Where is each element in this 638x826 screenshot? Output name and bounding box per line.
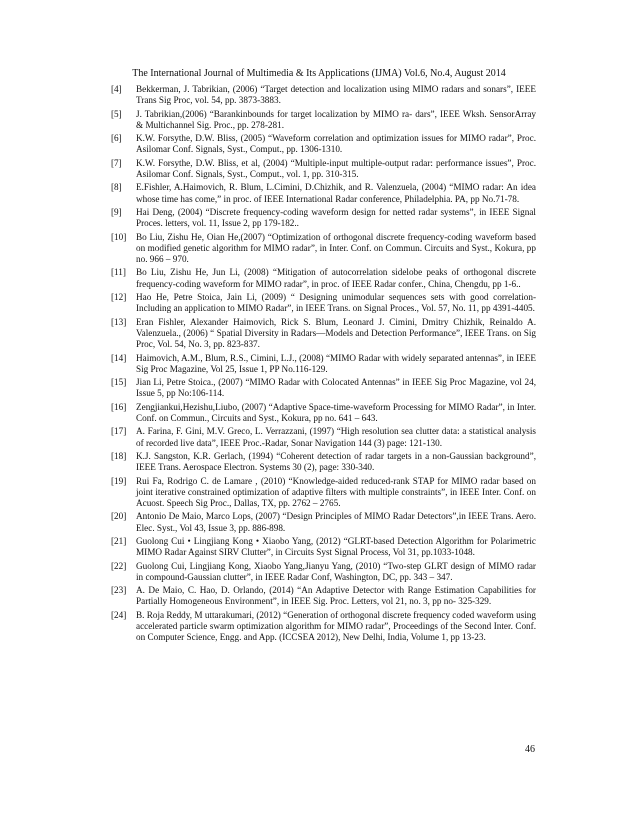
reference-item xyxy=(111,353,536,376)
reference-item xyxy=(111,426,536,449)
reference-number: [6] xyxy=(111,133,122,144)
reference-item xyxy=(111,292,536,315)
reference-item xyxy=(111,158,536,181)
reference-number: [22] xyxy=(111,560,127,571)
reference-item xyxy=(111,232,536,266)
reference-text: K.W. Forsythe, D.W. Bliss, et al, (2004) “Multiple-input multiple-output radar: performance issues”, Proc. Asilomar Conf. Signals, Syst., Comput., vol. 1, pp. 310-315. xyxy=(136,157,536,180)
reference-number: [7] xyxy=(111,157,122,168)
reference-item xyxy=(111,536,536,559)
reference-item xyxy=(111,610,536,644)
reference-text: Zengjiankui,Hezishu,Liubo, (2007) “Adaptive Space-time-waveform Processing for MIMO Radar”, in Inter. Conf. on Commun., Circuits and Syst., Kokura, pp no. 641 – 643. xyxy=(136,401,536,424)
reference-number: [8] xyxy=(111,182,122,193)
reference-number: [10] xyxy=(111,231,127,242)
reference-list xyxy=(111,84,536,646)
reference-item xyxy=(111,317,536,351)
reference-item xyxy=(111,267,536,290)
reference-text: Guolong Cui • Lingjiang Kong • Xiaobo Yang, (2012) “GLRT-based Detection Algorithm for Polarimetric MIMO Radar Against SIRV Clutter”, in Circuits Syst Signal Process, Vol 31, pp.1033-1048. xyxy=(136,535,536,558)
reference-number: [11] xyxy=(111,267,126,278)
reference-text: J. Tabrikian,(2006) “Barankinbounds for target localization by MIMO ra- dars”, IEEE Wksh. SensorArray & Multichannel Sig. Proc., pp. 278-281. xyxy=(136,108,536,130)
reference-number: [21] xyxy=(111,535,127,546)
reference-text: Bekkerman, J. Tabrikian, (2006) “Target detection and localization using MIMO radars and sonars”, IEEE Trans Sig Proc, vol. 54, pp. 3873-3883. xyxy=(136,84,536,106)
reference-number: [19] xyxy=(111,475,127,486)
reference-text: Guolong Cui, Lingjiang Kong, Xiaobo Yang,Jianyu Yang, (2010) “Two-step GLRT design of MIMO radar in compound-Gaussian clutter”, in IEEE Radar Conf, Washington, DC, pp. 343 – 347. xyxy=(136,560,536,582)
reference-text: Hao He, Petre Stoica, Jain Li, (2009) “ Designing unimodular sequences sets with good correlation-Including an application to MIMO Radar”, in IEEE Trans. on Signal Proces., Vol. 57, No. 11, pp 4391-4405. xyxy=(136,292,536,314)
reference-text: Hai Deng, (2004) “Discrete frequency-coding waveform design for netted radar systems”, in IEEE Signal Proces. letters, vol. 11, Issue 2, pp 179-182.. xyxy=(136,206,536,229)
reference-number: [24] xyxy=(111,609,127,620)
reference-text: K.J. Sangston, K.R. Gerlach, (1994) “Coherent detection of radar targets in a non-Gaussian background”, IEEE Trans. Aerospace Electron. Systems 30 (2), page: 330-340. xyxy=(136,450,536,473)
reference-number: [5] xyxy=(111,108,122,119)
reference-number: [23] xyxy=(111,585,127,596)
reference-number: [14] xyxy=(111,352,127,363)
reference-number: [20] xyxy=(111,511,127,522)
reference-text: Eran Fishler, Alexander Haimovich, Rick S. Blum, Leonard J. Cimini, Dmitry Chizhik, Reinaldo A. Valenzuela., (2006) “ Spatial Diversity in Radars—Models and Detection Performance”, IEEE Trans. on Sig Proc, Vol. 54, No. 3, pp. 823-837. xyxy=(136,316,536,350)
reference-number: [13] xyxy=(111,316,127,327)
reference-text: B. Roja Reddy, M uttarakumari, (2012) “Generation of orthogonal discrete frequency coded waveform using accelerated particle swarm optimization algorithm for MIMO radar”, Proceedings of the Second Inter. Conf. on Computer Science, Engg. and App. (ICCSEA 2012), New Delhi, India, Volume 1, pp 13-23. xyxy=(136,609,536,643)
running-header: The International Journal of Multimedia & Its Applications (IJMA) Vol.6, No.4, August 2014 xyxy=(132,68,506,79)
reference-number: [12] xyxy=(111,292,127,303)
reference-item xyxy=(111,182,536,205)
reference-text: A. Farina, F. Gini, M.V. Greco, L. Verrazzani, (1997) “High resolution sea clutter data: a statistical analysis of recorded live data”, IEEE Proc.-Radar, Sonar Navigation 144 (3) page: 121-130. xyxy=(136,426,536,448)
reference-item xyxy=(111,511,536,534)
reference-item xyxy=(111,84,536,107)
reference-item xyxy=(111,109,536,132)
reference-number: [9] xyxy=(111,206,122,217)
reference-text: Bo Liu, Zishu He, Jun Li, (2008) “Mitigation of autocorrelation sidelobe peaks of orthogonal discrete frequency-coding waveform for MIMO radar”, in proc. of IEEE Radar confer., China, Chengdu, pp 1-6.. xyxy=(136,267,536,289)
reference-text: Antonio De Maio, Marco Lops, (2007) “Design Principles of MIMO Radar Detectors”,in IEEE Trans. Aero. Elec. Syst., Vol 43, Issue 3, pp. 886-898. xyxy=(136,511,536,533)
reference-text: A. De Maio, C. Hao, D. Orlando, (2014) “An Adaptive Detector with Range Estimation Capabilities for Partially Homogeneous Environment”, in IEEE Sig. Proc. Letters, vol 21, no. 3, pp no- 325-329. xyxy=(136,585,536,607)
reference-item xyxy=(111,377,536,400)
reference-item xyxy=(111,133,536,156)
reference-item xyxy=(111,207,536,230)
reference-number: [17] xyxy=(111,426,127,437)
reference-text: Bo Liu, Zishu He, Oian He,(2007) “Optimization of orthogonal discrete frequency-coding waveform based on modified genetic algorithm for MIMO radar”, in Inter. Conf. on Commun. Circuits and Syst., Kokura, pp no. 966 – 970. xyxy=(136,231,536,265)
reference-item xyxy=(111,451,536,474)
reference-number: [16] xyxy=(111,401,127,412)
reference-item xyxy=(111,561,536,584)
reference-number: [18] xyxy=(111,450,127,461)
reference-text: Haimovich, A.M., Blum, R.S., Cimini, L.J., (2008) “MIMO Radar with widely separated antennas”, in IEEE Sig Proc Magazine, Vol 25, Issue 1, PP No.116-129. xyxy=(136,352,536,374)
reference-text: Rui Fa, Rodrigo C. de Lamare , (2010) “Knowledge-aided reduced-rank STAP for MIMO radar based on joint iterative constrained optimization of adaptive filters with multiple constraints”, in IEEE Inter. Conf. on Acuost. Speech Sig Proc., Dallas, TX, pp. 2762 – 2765. xyxy=(136,475,536,509)
reference-text: E.Fishler, A.Haimovich, R. Blum, L.Cimini, D.Chizhik, and R. Valenzuela, (2004) “MIMO radar: An idea whose time has come,” in proc. of IEEE International Radar conference, Philadelphia. PA, pp No.71-78. xyxy=(136,182,536,204)
reference-text: K.W. Forsythe, D.W. Bliss, (2005) “Waveform correlation and optimization issues for MIMO radar”, Proc. Asilomar Conf. Signals, Syst., Comput., pp. 1306-1310. xyxy=(136,133,536,155)
reference-item xyxy=(111,585,536,608)
reference-item xyxy=(111,402,536,425)
reference-number: [4] xyxy=(111,84,122,94)
page-number: 46 xyxy=(525,744,535,755)
reference-item xyxy=(111,476,536,510)
reference-text: Jian Li, Petre Stoica., (2007) “MIMO Radar with Colocated Antennas” in IEEE Sig Proc Magazine, vol 24, Issue 5, pp No:106-114. xyxy=(136,377,536,399)
reference-number: [15] xyxy=(111,377,127,388)
